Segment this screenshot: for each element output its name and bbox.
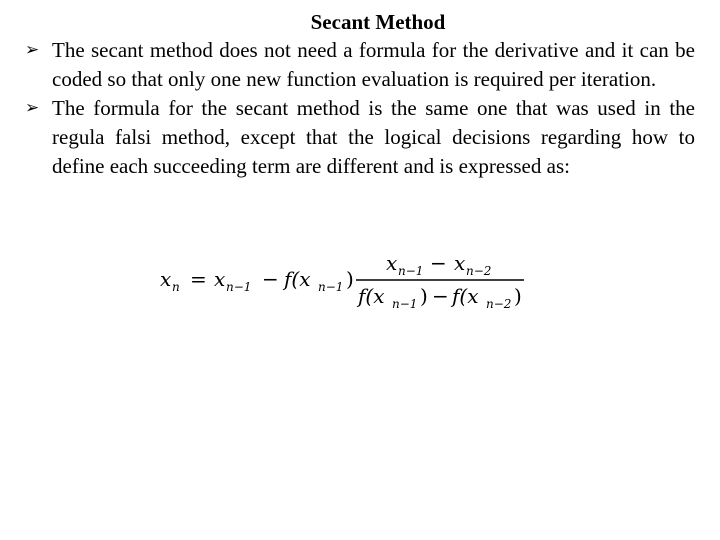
formula-num-minus: − xyxy=(430,252,447,275)
formula-num-a: x xyxy=(386,252,398,275)
formula-den-b: f(x xyxy=(452,284,479,308)
formula-f-term-close: ) xyxy=(346,267,354,291)
arrow-bullet-icon: ➢ xyxy=(25,40,40,60)
formula-lhs: x xyxy=(160,267,172,291)
formula-den-a-close: ) xyxy=(420,284,428,308)
formula-num-b: x xyxy=(454,252,466,275)
formula-term1-sub: n−1 xyxy=(226,280,252,294)
formula-equals: = xyxy=(190,267,207,291)
formula-den-a-sub: n−1 xyxy=(392,297,418,311)
formula-f-term-sub: n−1 xyxy=(318,280,344,294)
formula-den-b-sub: n−2 xyxy=(486,297,512,311)
formula-num-a-sub: n−1 xyxy=(398,264,424,278)
formula-den-minus: − xyxy=(432,284,449,308)
arrow-bullet-icon: ➢ xyxy=(25,98,40,118)
bullet-item xyxy=(25,36,695,94)
bullet-item xyxy=(25,94,695,181)
formula-lhs-sub: n xyxy=(172,280,180,294)
slide-title: Secant Method xyxy=(310,10,446,34)
formula-den-a: f(x xyxy=(358,284,385,308)
formula-den-b-close: ) xyxy=(514,284,522,308)
formula-term1: x xyxy=(214,267,226,291)
secant-formula xyxy=(158,252,530,314)
bullet-text: The formula for the secant method is the same one that was used in the regula falsi method, except that the logical decisions regarding how to define each succeeding term are different and is expressed as: xyxy=(52,96,695,178)
formula-f-term: f(x xyxy=(284,267,311,291)
formula-num-b-sub: n−2 xyxy=(466,264,492,278)
formula-minus: − xyxy=(262,267,279,291)
bullet-text: The secant method does not need a formula for the derivative and it can be coded so that only one new function evaluation is required per iteration. xyxy=(52,38,695,91)
bullet-list xyxy=(25,36,695,181)
